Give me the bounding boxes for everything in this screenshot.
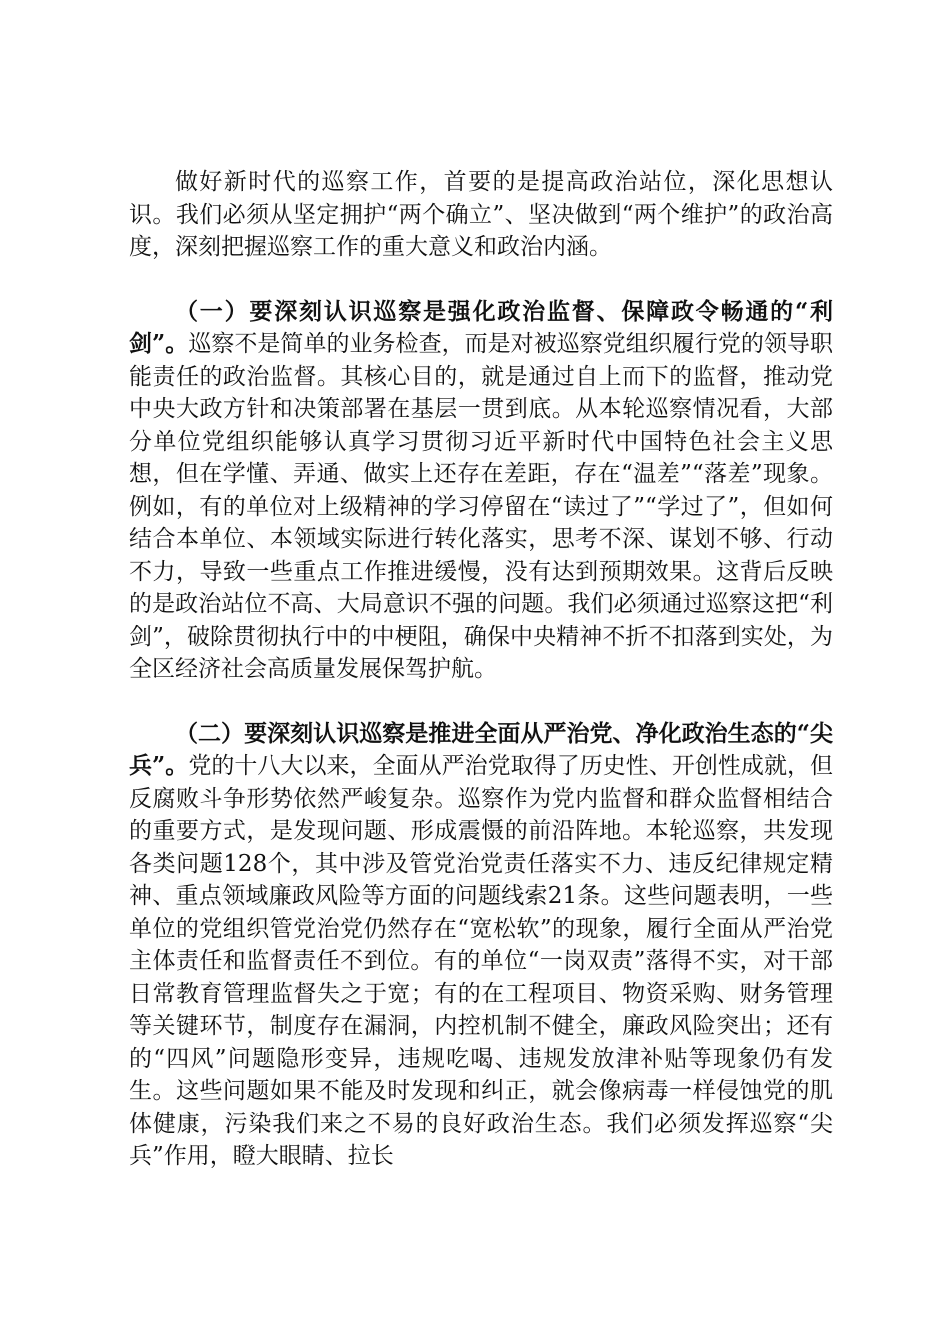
- intro-paragraph: [129, 166, 833, 264]
- section-two-paragraph: [129, 718, 833, 1173]
- section-two-heading: （二）要深刻认识巡察是推进全面从严治党、净化政治生态的“尖兵”。: [129, 719, 833, 779]
- section-two-body: 党的十八大以来，全面从严治党取得了历史性、开创性成就，但反腐败斗争形势依然严峻复杂。巡察作为党内监督和群众监督相结合的重要方式，是发现问题、形成震慑的前沿阵地。本轮巡察，共发现各类问题128个，其中涉及管党治党责任落实不力、违反纪律规定精神、重点领域廉政风险等方面的问题线索21条。这些问题表明，一些单位的党组织管党治党仍然存在“宽松软”的现象，履行全面从严治党主体责任和监督责任不到位。有的单位“一岗双责”落得不实，对干部日常教育管理监督失之于宽；有的在工程项目、物资采购、财务管理等关键环节，制度存在漏洞，内控机制不健全，廉政风险突出；还有的“四风”问题隐形变异，违规吃喝、违规发放津补贴等现象仍有发生。这些问题如果不能及时发现和纠正，就会像病毒一样侵蚀党的肌体健康，污染我们来之不易的良好政治生态。我们必须发挥巡察“尖兵”作用，瞪大眼睛、拉长: [129, 753, 834, 1169]
- section-one-heading: （一）要深刻认识巡察是强化政治监督、保障政令畅通的“利剑”。: [129, 297, 833, 357]
- section-one-paragraph: [129, 296, 833, 686]
- intro-body: 做好新时代的巡察工作，首要的是提高政治站位，深化思想认识。我们必须从坚定拥护“两个确立”、坚决做到“两个维护”的政治高度，深刻把握巡察工作的重大意义和政治内涵。: [129, 169, 833, 260]
- document-body: [129, 166, 833, 1173]
- section-one-body: 巡察不是简单的业务检查，而是对被巡察党组织履行党的领导职能责任的政治监督。其核心目的，就是通过自上而下的监督，推动党中央大政方针和决策部署在基层一贯到底。从本轮巡察情况看，大部分单位党组织能够认真学习贯彻习近平新时代中国特色社会主义思想，但在学懂、弄通、做实上还存在差距，存在“温差”“落差”现象。例如，有的单位对上级精神的学习停留在“读过了”“学过了”，但如何结合本单位、本领域实际进行转化落实，思考不深、谋划不够、行动不力，导致一些重点工作推进缓慢，没有达到预期效果。这背后反映的是政治站位不高、大局意识不强的问题。我们必须通过巡察这把“利剑”，破除贯彻执行中的中梗阻，确保中央精神不折不扣落到实处，为全区经济社会高质量发展保驾护航。: [129, 331, 834, 682]
